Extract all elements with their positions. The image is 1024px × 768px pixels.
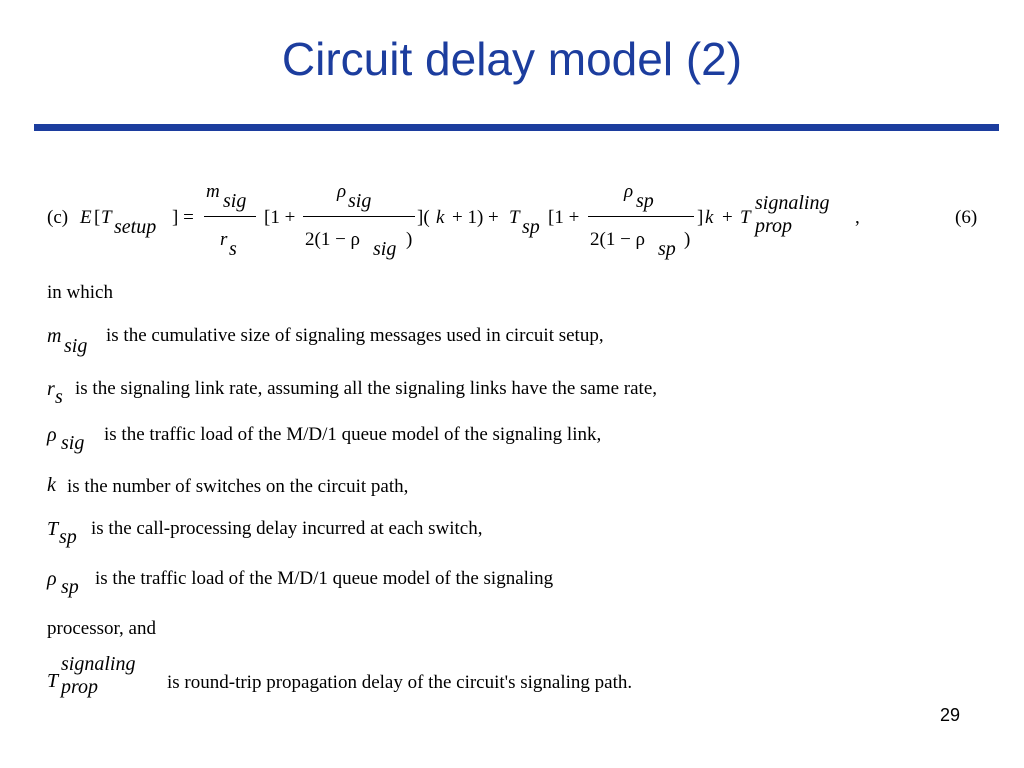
definition-text: is the signaling link rate, assuming all the signaling links have the same rate, [75,378,658,399]
definition-text: is the cumulative size of signaling messages used in circuit setup, [106,325,604,346]
T-sp: T [509,207,520,228]
middle-k: k [436,207,445,228]
bracket1-open: [1 + [264,207,296,228]
definition-symbol: r [47,378,55,400]
bracket2-open: [1 + [548,207,580,228]
definition-text: is the call-processing delay incurred at each switch, [91,518,483,539]
definition-symbol-sub: s [55,386,63,408]
tail-T-superscript: signaling [755,192,830,214]
definition-text: is the traffic load of the M/D/1 queue model of the signaling [95,568,554,589]
frac1-denominator: r [220,229,228,250]
slide-number: 29 [939,705,960,725]
tail-close-bracket: ] [697,207,704,228]
definition-symbol: T [47,670,59,692]
title-divider [34,124,999,131]
slide-title: Circuit delay model (2) [281,33,743,85]
definition-text: is the number of switches on the circuit path, [67,476,409,497]
frac3-denominator-sub: sp [658,238,676,260]
definition-text: processor, and [47,618,156,639]
equation-label: (c) [47,207,69,228]
definition-symbol: ρ [47,568,57,590]
definition-symbol: T [47,518,59,540]
definition-symbol-sub: sig [61,432,85,454]
equation-number: (6) [955,207,978,228]
middle-bracket: ]( [417,207,430,228]
frac2-denominator-close: ) [406,229,413,250]
frac3-denominator: 2(1 − ρ [590,229,646,250]
frac3-denominator-close: ) [684,229,691,250]
frac1-numerator-sub: sig [223,190,247,212]
definition-symbol-sub: prop [61,676,99,698]
tail-plus: + [722,207,733,228]
in-which-label: in which [47,282,113,303]
frac1-denominator-sub: s [229,238,237,260]
fraction-bar [204,216,256,217]
fraction-bar [588,216,694,217]
frac2-denominator: 2(1 − ρ [305,229,361,250]
lhs-close-equals: ] = [172,207,194,228]
equation-comma: , [855,207,860,228]
tail-k: k [705,207,714,228]
frac2-numerator-sub: sig [348,190,372,212]
definition-symbol: k [47,474,56,496]
lhs-open-bracket: [ [94,207,101,228]
tail-T: T [740,207,751,228]
frac2-numerator: ρ [337,181,347,202]
tail-T-subscript: prop [755,215,793,237]
frac2-denominator-sub: sig [373,238,397,260]
expectation-symbol: E [80,207,92,228]
frac3-numerator-sub: sp [636,190,654,212]
definition-symbol: m [47,325,62,347]
definition-symbol: ρ [47,424,57,446]
definition-symbol-sub: sig [64,335,88,357]
lhs-T-subscript: setup [114,216,157,238]
fraction-bar [303,216,415,217]
definition-symbol-sub: sp [61,576,79,598]
T-sp-subscript: sp [522,216,540,238]
frac3-numerator: ρ [624,181,634,202]
definition-symbol-sub: sp [59,526,77,548]
lhs-T: T [101,207,112,228]
definition-symbol-sup: signaling [61,653,136,675]
frac1-numerator: m [206,181,220,202]
definition-text: is the traffic load of the M/D/1 queue model of the signaling link, [104,424,602,445]
middle-plus-one: + 1) + [452,207,499,228]
definition-text: is round-trip propagation delay of the circuit's signaling path. [167,672,633,693]
